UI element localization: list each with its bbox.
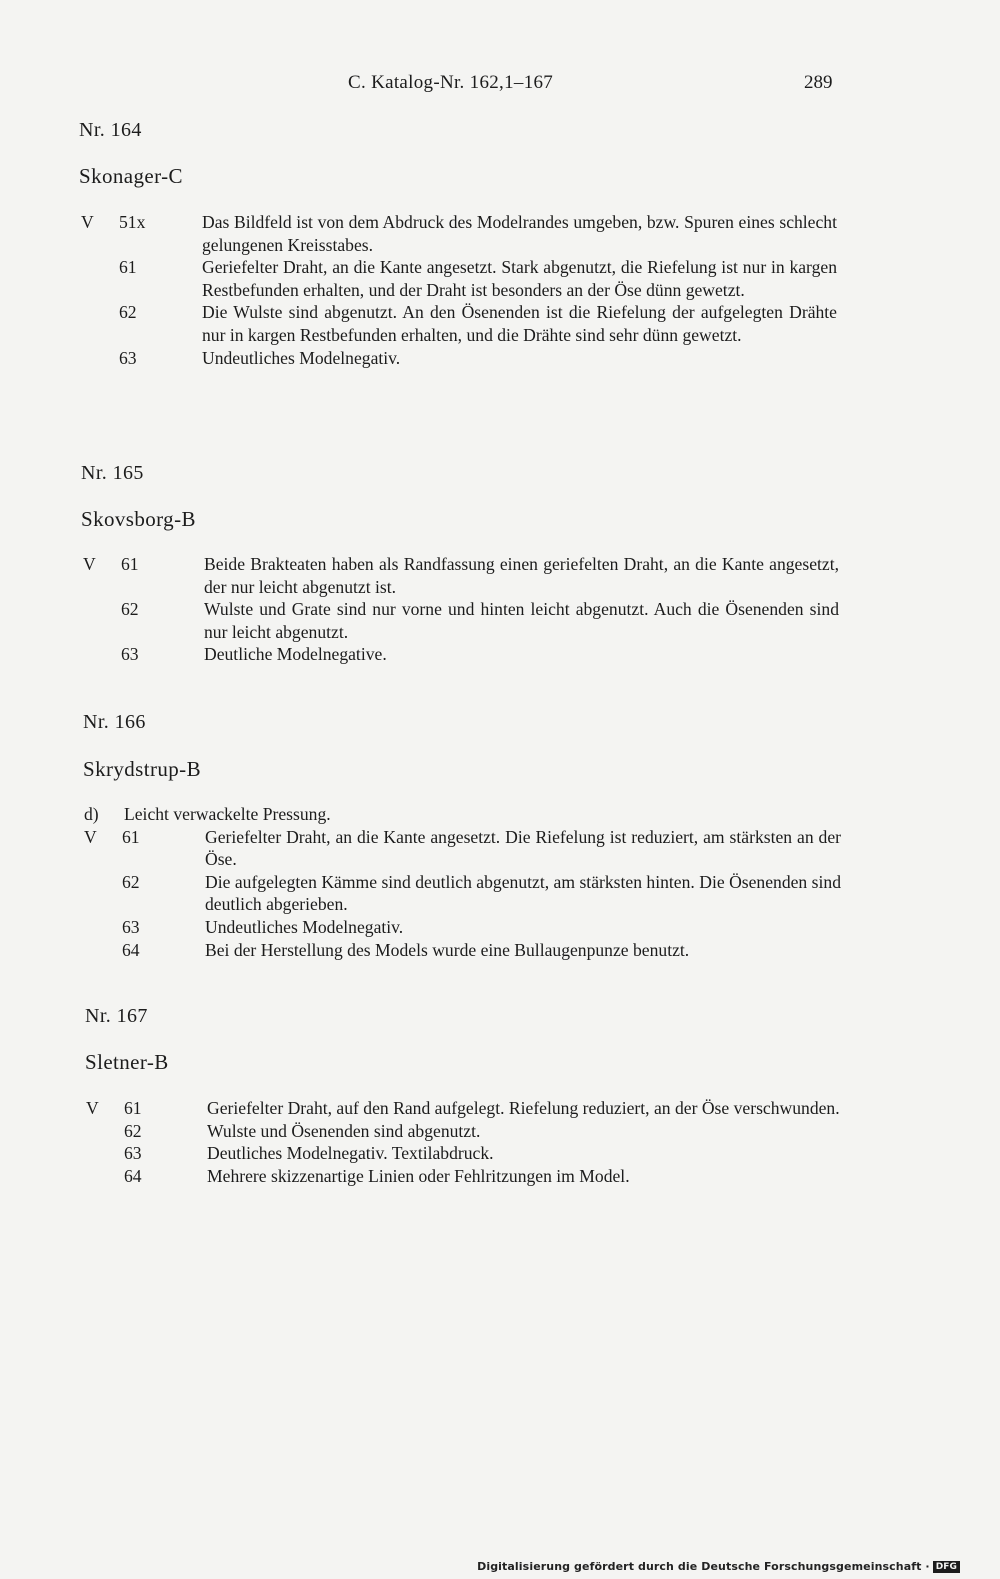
row-code: d) [84, 804, 99, 824]
entry-number-heading: Nr. 166 [83, 711, 146, 733]
row-number: 62 [121, 599, 139, 620]
row-code: V [81, 212, 94, 232]
row-text: Wulste und Grate sind nur vorne und hinten leicht abgenutzt. Auch die Ösenenden sind nur leicht abgenutzt. [204, 599, 839, 642]
row-number: 63 [121, 644, 139, 665]
digitization-credit [477, 1560, 960, 1573]
description-intro-row [84, 803, 841, 826]
description-row [86, 1097, 842, 1120]
description-row [84, 871, 841, 916]
row-text: Undeutliches Modelnegativ. [202, 347, 401, 368]
description-row [84, 939, 841, 962]
entry-description-block [81, 211, 837, 369]
row-text: Das Bildfeld ist von dem Abdruck des Modelrandes umgeben, bzw. Spuren eines schlecht gelungenen Kreisstabes. [202, 212, 837, 255]
description-row [84, 826, 841, 871]
entry-number-heading: Nr. 164 [79, 119, 142, 141]
entry-number-heading: Nr. 165 [81, 462, 144, 484]
row-text: Undeutliches Modelnegativ. [205, 916, 404, 937]
dfg-logo: DFG [933, 1561, 960, 1573]
description-row [84, 916, 841, 939]
row-code: V [86, 1098, 99, 1118]
row-text: Geriefelter Draht, auf den Rand aufgelegt. Riefelung reduziert, an der Öse verschwunden. [207, 1098, 840, 1118]
entry-description-block [83, 553, 839, 666]
row-text: Mehrere skizzenartige Linien oder Fehlritzungen im Model. [207, 1165, 630, 1186]
entry-description-block [86, 1097, 842, 1187]
description-row [83, 598, 839, 643]
row-number: 61 [124, 1098, 142, 1118]
description-row [81, 347, 837, 370]
row-number: 62 [124, 1120, 142, 1141]
row-text: Geriefelter Draht, an die Kante angesetzt. Stark abgenutzt, die Riefelung ist nur in kargen Restbefunden erhalten, und der Draht ist besonders an der Öse dünn gewetzt. [202, 257, 837, 300]
running-head: C. Katalog-Nr. 162,1–167 [348, 72, 554, 93]
row-number: 62 [122, 871, 140, 892]
entry-site-heading: Skovsborg-B [81, 507, 196, 531]
entry-site-heading: Skonager-C [79, 164, 183, 188]
entry-description-block [84, 803, 841, 961]
row-number: 64 [124, 1165, 142, 1186]
row-number: 63 [119, 347, 137, 368]
row-text: Die aufgelegten Kämme sind deutlich abgenutzt, am stärksten hinten. Die Ösenenden sind deutlich abgerieben. [205, 871, 841, 915]
page-number: 289 [804, 72, 833, 93]
row-text: Bei der Herstellung des Models wurde eine Bullaugenpunze benutzt. [205, 939, 690, 960]
description-row [81, 301, 837, 346]
credit-text: Digitalisierung gefördert durch die Deutsche Forschungsgemeinschaft · [477, 1560, 930, 1573]
description-row [86, 1142, 842, 1165]
description-row [83, 553, 839, 598]
description-row [81, 256, 837, 301]
row-text: Die Wulste sind abgenutzt. An den Ösenenden ist die Riefelung der aufgelegten Drähte nur in kargen Restbefunden erhalten, und die Drähte sind sehr dünn gewetzt. [202, 302, 837, 345]
entry-site-heading: Sletner-B [85, 1050, 169, 1074]
row-text: Geriefelter Draht, an die Kante angesetzt. Die Riefelung ist reduziert, am stärksten an der Öse. [205, 826, 841, 870]
row-code: V [84, 826, 97, 847]
description-row [86, 1165, 842, 1188]
row-number: 61 [121, 554, 139, 574]
row-number: 51x [119, 212, 146, 232]
description-row [81, 211, 837, 256]
row-text: Deutliches Modelnegativ. Textilabdruck. [207, 1143, 494, 1164]
row-number: 63 [124, 1143, 142, 1164]
row-code: V [83, 554, 96, 574]
row-number: 64 [122, 939, 140, 960]
row-number: 61 [122, 826, 140, 847]
row-text: Leicht verwackelte Pressung. [124, 804, 331, 824]
row-text: Wulste und Ösenenden sind abgenutzt. [207, 1120, 481, 1141]
entry-number-heading: Nr. 167 [85, 1005, 148, 1027]
row-number: 63 [122, 916, 140, 937]
entry-site-heading: Skrydstrup-B [83, 757, 201, 781]
row-text: Beide Brakteaten haben als Randfassung einen geriefelten Draht, an die Kante angesetzt, der nur leicht abgenutzt ist. [204, 554, 839, 597]
row-number: 62 [119, 302, 137, 323]
row-text: Deutliche Modelnegative. [204, 644, 387, 665]
row-number: 61 [119, 257, 137, 278]
description-row [86, 1120, 842, 1143]
description-row [83, 643, 839, 666]
